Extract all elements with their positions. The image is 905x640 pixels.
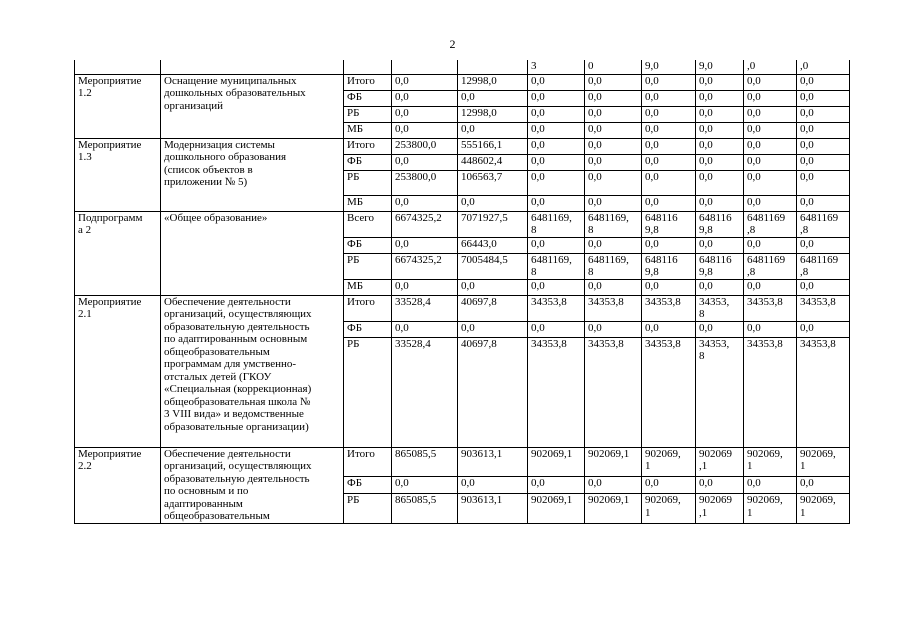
- funding-source: ФБ: [344, 321, 392, 337]
- empty-cell: [392, 60, 458, 74]
- value-cell: 0,0: [392, 154, 458, 170]
- value-cell: 0,0: [797, 74, 850, 90]
- value-cell: 0,0: [528, 74, 585, 90]
- value-cell: 648116 9,8: [642, 253, 696, 279]
- value-cell: 0,0: [696, 138, 744, 154]
- value-cell: 6481169 ,8: [797, 253, 850, 279]
- value-cell: 33528,4: [392, 295, 458, 321]
- value-cell: 902069, 1: [797, 494, 850, 523]
- value-cell: 0,0: [528, 237, 585, 253]
- value-cell: 7071927,5: [458, 211, 528, 237]
- value-cell: 0,0: [585, 106, 642, 122]
- value-cell: 648116 9,8: [642, 211, 696, 237]
- value-cell: 0,0: [458, 476, 528, 494]
- value-cell: 0,0: [392, 195, 458, 211]
- budget-table: [74, 60, 850, 524]
- value-cell: 0,0: [696, 279, 744, 295]
- value-cell: 902069, 1: [642, 494, 696, 523]
- value-cell: 0,0: [642, 154, 696, 170]
- value-cell: 6481169 ,8: [744, 211, 797, 237]
- value-cell: 6674325,2: [392, 253, 458, 279]
- funding-source: ФБ: [344, 476, 392, 494]
- value-cell: 66443,0: [458, 237, 528, 253]
- value-cell: 6481169 ,8: [797, 211, 850, 237]
- value-cell: 648116 9,8: [696, 253, 744, 279]
- value-cell: 34353,8: [528, 295, 585, 321]
- continuation-row: [75, 60, 850, 74]
- value-cell: 903613,1: [458, 494, 528, 523]
- funding-source: РБ: [344, 494, 392, 523]
- value-cell: 0: [585, 60, 642, 74]
- value-cell: 0,0: [528, 321, 585, 337]
- value-cell: 253800,0: [392, 170, 458, 195]
- value-cell: 6481169, 8: [528, 253, 585, 279]
- value-cell: 0,0: [696, 321, 744, 337]
- value-cell: 0,0: [696, 237, 744, 253]
- funding-source: Итого: [344, 138, 392, 154]
- value-cell: 0,0: [392, 279, 458, 295]
- value-cell: 0,0: [744, 321, 797, 337]
- activity-label: Мероприятие 2.2: [75, 447, 161, 523]
- value-cell: 0,0: [458, 90, 528, 106]
- value-cell: 0,0: [392, 321, 458, 337]
- value-cell: 0,0: [797, 195, 850, 211]
- value-cell: 0,0: [744, 195, 797, 211]
- value-cell: 0,0: [642, 476, 696, 494]
- activity-label: Мероприятие 2.1: [75, 295, 161, 447]
- table-row: [75, 295, 850, 321]
- value-cell: 902069, 1: [744, 494, 797, 523]
- empty-cell: [344, 60, 392, 74]
- value-cell: 33528,4: [392, 337, 458, 447]
- value-cell: 0,0: [585, 138, 642, 154]
- value-cell: 0,0: [642, 106, 696, 122]
- value-cell: 0,0: [528, 195, 585, 211]
- value-cell: 0,0: [458, 279, 528, 295]
- value-cell: 0,0: [696, 74, 744, 90]
- funding-source: РБ: [344, 170, 392, 195]
- value-cell: 902069,1: [528, 494, 585, 523]
- value-cell: 34353,8: [585, 337, 642, 447]
- value-cell: 0,0: [744, 106, 797, 122]
- value-cell: 34353,8: [528, 337, 585, 447]
- value-cell: 0,0: [392, 106, 458, 122]
- activity-description: «Общее образование»: [161, 211, 344, 295]
- value-cell: 903613,1: [458, 447, 528, 476]
- value-cell: 6481169, 8: [585, 211, 642, 237]
- value-cell: 0,0: [642, 122, 696, 138]
- value-cell: 0,0: [392, 122, 458, 138]
- value-cell: 0,0: [642, 321, 696, 337]
- value-cell: 0,0: [585, 170, 642, 195]
- value-cell: ,0: [797, 60, 850, 74]
- activity-label: Мероприятие 1.2: [75, 74, 161, 138]
- value-cell: 0,0: [642, 138, 696, 154]
- funding-source: ФБ: [344, 90, 392, 106]
- value-cell: 0,0: [744, 154, 797, 170]
- value-cell: 0,0: [797, 154, 850, 170]
- value-cell: 0,0: [642, 170, 696, 195]
- value-cell: ,0: [744, 60, 797, 74]
- value-cell: 0,0: [744, 90, 797, 106]
- funding-source: РБ: [344, 106, 392, 122]
- value-cell: 6481169 ,8: [744, 253, 797, 279]
- value-cell: 34353,8: [642, 337, 696, 447]
- value-cell: 0,0: [528, 90, 585, 106]
- value-cell: 9,0: [696, 60, 744, 74]
- value-cell: 0,0: [797, 138, 850, 154]
- value-cell: 902069 ,1: [696, 447, 744, 476]
- page-number: 2: [449, 37, 456, 51]
- funding-source: ФБ: [344, 237, 392, 253]
- value-cell: 0,0: [585, 279, 642, 295]
- value-cell: 902069,1: [585, 494, 642, 523]
- value-cell: 0,0: [744, 138, 797, 154]
- value-cell: 0,0: [696, 154, 744, 170]
- value-cell: 0,0: [642, 237, 696, 253]
- empty-cell: [458, 60, 528, 74]
- value-cell: 106563,7: [458, 170, 528, 195]
- value-cell: 0,0: [392, 90, 458, 106]
- value-cell: 0,0: [797, 476, 850, 494]
- table-row: [75, 447, 850, 476]
- value-cell: 0,0: [696, 106, 744, 122]
- activity-description: Обеспечение деятельности организаций, осуществляющих образовательную деятельность по основным и по адаптированным общеобразовательным: [161, 447, 344, 523]
- value-cell: 0,0: [797, 170, 850, 195]
- value-cell: 0,0: [392, 476, 458, 494]
- activity-description: Оснащение муниципальных дошкольных образовательных организаций: [161, 74, 344, 138]
- value-cell: 34353, 8: [696, 337, 744, 447]
- value-cell: 0,0: [528, 154, 585, 170]
- value-cell: 3: [528, 60, 585, 74]
- funding-source: ФБ: [344, 154, 392, 170]
- value-cell: 0,0: [528, 106, 585, 122]
- value-cell: 253800,0: [392, 138, 458, 154]
- value-cell: 0,0: [642, 279, 696, 295]
- value-cell: 34353,8: [797, 295, 850, 321]
- value-cell: 0,0: [696, 476, 744, 494]
- value-cell: 448602,4: [458, 154, 528, 170]
- value-cell: 0,0: [528, 476, 585, 494]
- value-cell: 865085,5: [392, 447, 458, 476]
- value-cell: 0,0: [696, 195, 744, 211]
- value-cell: 0,0: [585, 90, 642, 106]
- value-cell: 0,0: [744, 170, 797, 195]
- value-cell: 0,0: [696, 90, 744, 106]
- funding-source: Всего: [344, 211, 392, 237]
- funding-source: МБ: [344, 195, 392, 211]
- empty-cell: [75, 60, 161, 74]
- value-cell: 0,0: [585, 237, 642, 253]
- value-cell: 0,0: [585, 154, 642, 170]
- value-cell: 0,0: [392, 237, 458, 253]
- value-cell: 0,0: [797, 237, 850, 253]
- value-cell: 902069,1: [585, 447, 642, 476]
- value-cell: 0,0: [392, 74, 458, 90]
- value-cell: 0,0: [797, 279, 850, 295]
- value-cell: 6481169, 8: [585, 253, 642, 279]
- value-cell: 0,0: [642, 90, 696, 106]
- funding-source: Итого: [344, 295, 392, 321]
- value-cell: 555166,1: [458, 138, 528, 154]
- value-cell: 0,0: [797, 106, 850, 122]
- table-row: [75, 74, 850, 90]
- table-row: [75, 138, 850, 154]
- value-cell: 34353,8: [744, 337, 797, 447]
- value-cell: 0,0: [458, 122, 528, 138]
- activity-description: Обеспечение деятельности организаций, осуществляющих образовательную деятельность по адаптированным основным общеобразовательным программам для умственно- отсталых детей (ГКОУ «Специальная (коррекционная) общеобразовательная школа № 3 VIII вида» и ведомственные образовательные организации): [161, 295, 344, 447]
- value-cell: 0,0: [642, 195, 696, 211]
- value-cell: 9,0: [642, 60, 696, 74]
- value-cell: 0,0: [458, 195, 528, 211]
- value-cell: 902069, 1: [642, 447, 696, 476]
- value-cell: 0,0: [744, 237, 797, 253]
- value-cell: 34353,8: [585, 295, 642, 321]
- value-cell: 0,0: [744, 74, 797, 90]
- funding-source: Итого: [344, 447, 392, 476]
- value-cell: 0,0: [585, 195, 642, 211]
- value-cell: 0,0: [696, 122, 744, 138]
- funding-source: РБ: [344, 253, 392, 279]
- funding-source: РБ: [344, 337, 392, 447]
- value-cell: 0,0: [744, 279, 797, 295]
- value-cell: 0,0: [744, 122, 797, 138]
- value-cell: 7005484,5: [458, 253, 528, 279]
- value-cell: 902069,1: [528, 447, 585, 476]
- activity-label: Подпрограмм а 2: [75, 211, 161, 295]
- value-cell: 6481169, 8: [528, 211, 585, 237]
- value-cell: 0,0: [528, 170, 585, 195]
- value-cell: 0,0: [528, 138, 585, 154]
- value-cell: 40697,8: [458, 337, 528, 447]
- value-cell: 6674325,2: [392, 211, 458, 237]
- value-cell: 12998,0: [458, 74, 528, 90]
- value-cell: 902069, 1: [744, 447, 797, 476]
- value-cell: 0,0: [642, 74, 696, 90]
- value-cell: 0,0: [797, 122, 850, 138]
- funding-source: МБ: [344, 122, 392, 138]
- value-cell: 0,0: [585, 74, 642, 90]
- value-cell: 34353, 8: [696, 295, 744, 321]
- activity-description: Модернизация системы дошкольного образования (список объектов в приложении № 5): [161, 138, 344, 211]
- funding-source: Итого: [344, 74, 392, 90]
- empty-cell: [161, 60, 344, 74]
- value-cell: 12998,0: [458, 106, 528, 122]
- value-cell: 865085,5: [392, 494, 458, 523]
- value-cell: 902069 ,1: [696, 494, 744, 523]
- value-cell: 0,0: [585, 122, 642, 138]
- value-cell: 902069, 1: [797, 447, 850, 476]
- value-cell: 34353,8: [744, 295, 797, 321]
- value-cell: 0,0: [585, 476, 642, 494]
- value-cell: 648116 9,8: [696, 211, 744, 237]
- value-cell: 0,0: [744, 476, 797, 494]
- activity-label: Мероприятие 1.3: [75, 138, 161, 211]
- value-cell: 34353,8: [797, 337, 850, 447]
- value-cell: 0,0: [458, 321, 528, 337]
- value-cell: 0,0: [528, 122, 585, 138]
- value-cell: 0,0: [528, 279, 585, 295]
- value-cell: 0,0: [585, 321, 642, 337]
- value-cell: 0,0: [797, 90, 850, 106]
- value-cell: 0,0: [797, 321, 850, 337]
- value-cell: 0,0: [696, 170, 744, 195]
- value-cell: 34353,8: [642, 295, 696, 321]
- value-cell: 40697,8: [458, 295, 528, 321]
- funding-source: МБ: [344, 279, 392, 295]
- table-row: [75, 211, 850, 237]
